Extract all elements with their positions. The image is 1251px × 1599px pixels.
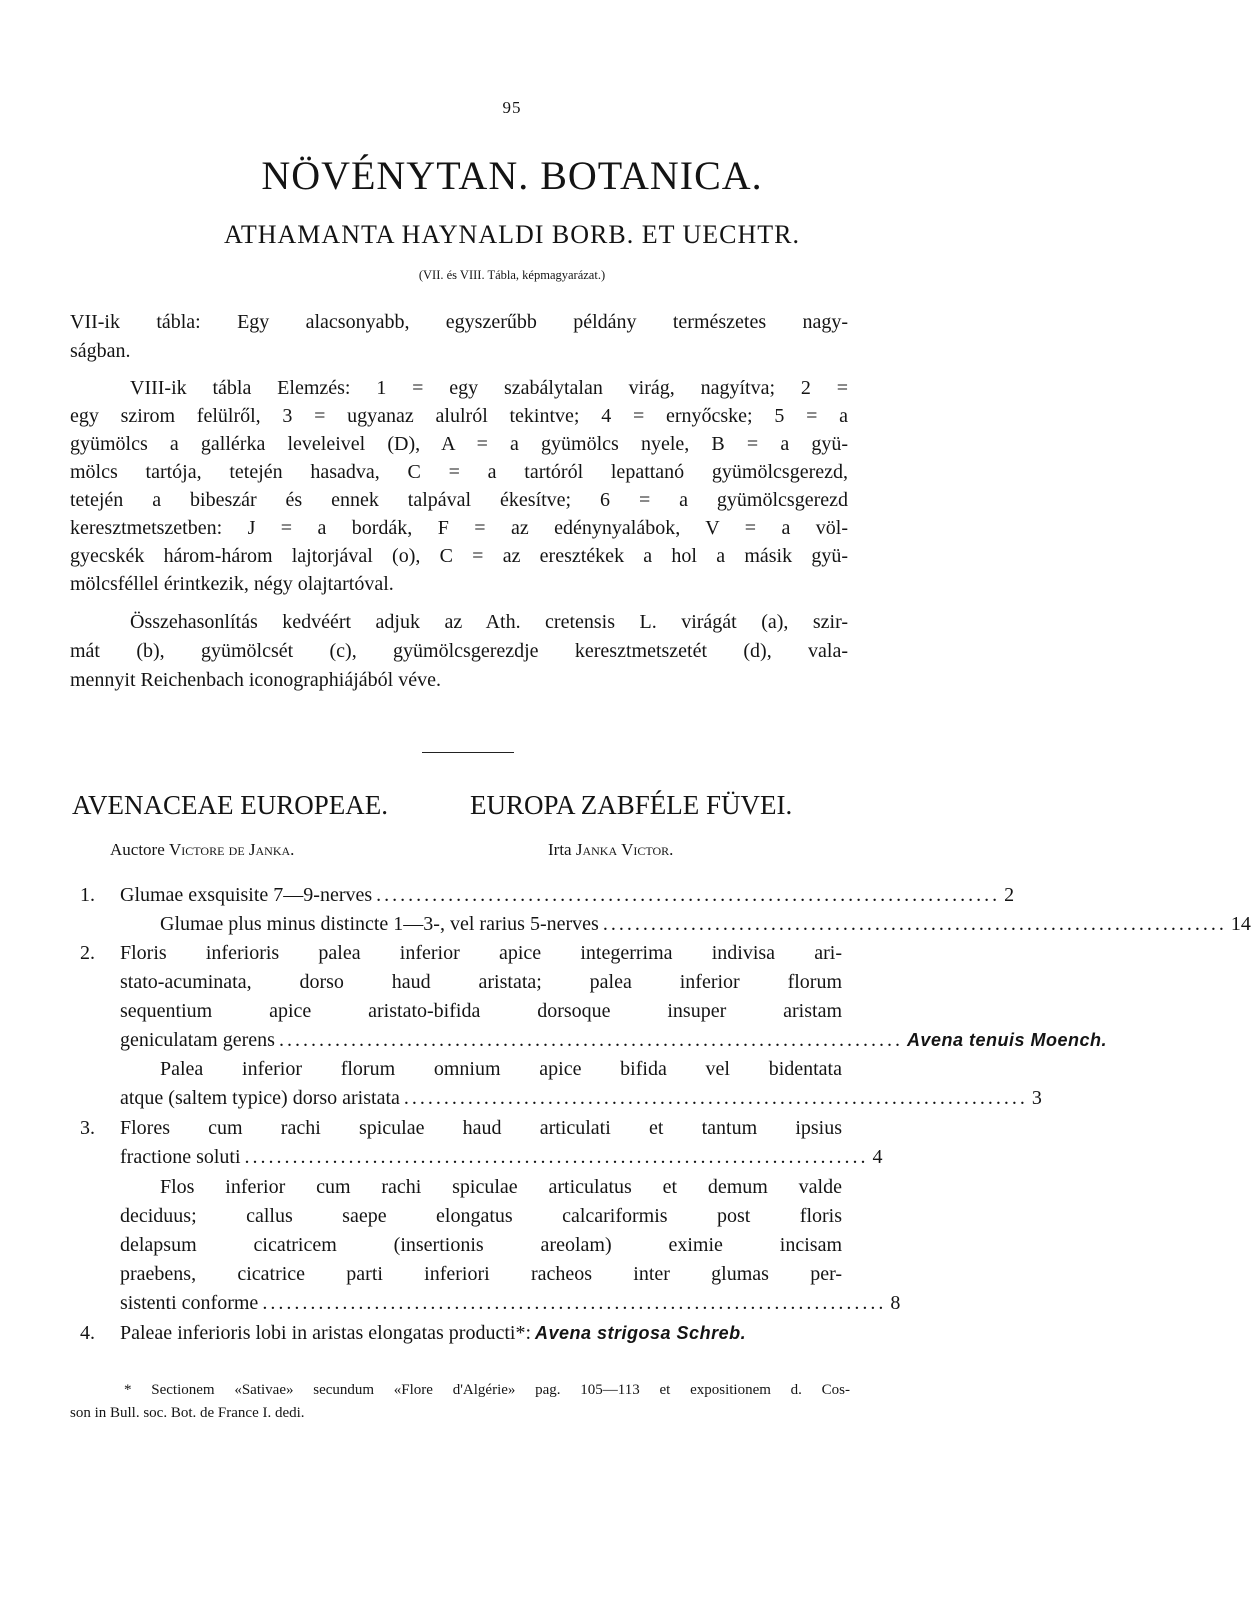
key-entry-4a: Paleae inferioris lobi in aristas elongatas producti*: Avena strigosa Schreb. (120, 1322, 747, 1344)
intro-p2-line-8: mölcsféllel érintkezik, négy olajtartóval. (70, 573, 394, 595)
footnote-line-1: * Sectionem «Sativae» secundum «Flore d'Algérie» pag. 105—113 et expositionem d. Cos- (124, 1382, 850, 1398)
intro-p2-line-4: mölcs tartója, tetején hasadva, C = a tartóról lepattanó gyümölcsgerezd, (70, 461, 848, 483)
intro-p2-line-5: tetején a bibeszár és ennek talpával ékesítve; 6 = a gyümölcsgerezd (70, 489, 848, 511)
intro-p3-line-3: mennyit Reichenbach iconographiájából véve. (70, 669, 441, 691)
author-hungarian: Irta Janka Victor. (548, 840, 674, 859)
intro-p3-line-2: mát (b), gyümölcsét (c), gyümölcsgerezdje keresztmetszetét (d), vala- (70, 640, 848, 662)
key-3b-line-4: praebens, cicatrice parti inferiori racheos inter glumas per- (120, 1263, 842, 1285)
key-entry-3b: sistenti conforme .............................................................................. 8 (120, 1292, 901, 1314)
key-2a-line-1: Floris inferioris palea inferior apice integerrima indivisa ari- (120, 942, 842, 964)
author-latin: Auctore Victore de Janka. (110, 840, 295, 859)
plate-note: (VII. és VIII. Tábla, képmagyarázat.) (418, 268, 606, 282)
page-number: 95 (502, 98, 522, 117)
key-2b-line-1: Palea inferior florum omnium apice bifida vel bidentata (160, 1058, 842, 1080)
intro-p3-line-1: Összehasonlítás kedvéért adjuk az Ath. cretensis L. virágát (a), szir- (130, 611, 848, 633)
key-number-1: 1. (80, 884, 95, 906)
article-title: ATHAMANTA HAYNALDI BORB. ET UECHTR. (223, 220, 801, 249)
intro-p2-line-1: VIII-ik tábla Elemzés: 1 = egy szabálytalan virág, nagyítva; 2 = (130, 377, 848, 399)
key-3b-line-3: delapsum cicatricem (insertionis areolam) eximie incisam (120, 1234, 842, 1256)
key-number-2: 2. (80, 942, 95, 964)
key-number-4: 4. (80, 1322, 95, 1344)
key-2a-line-2: stato-acuminata, dorso haud aristata; palea inferior florum (120, 971, 842, 993)
key-2a-line-3: sequentium apice aristato-bifida dorsoque insuper aristam (120, 1000, 842, 1022)
section-title-latin: AVENACEAE EUROPEAE. (72, 790, 388, 820)
key-entry-1a: Glumae exsquisite 7—9-nerves .............................................................................. 2 (120, 884, 1015, 906)
key-entry-2a: geniculatam gerens .............................................................................. Avena tenuis Moench. (120, 1029, 1107, 1051)
key-entry-1b: Glumae plus minus distincte 1—3-, vel rarius 5-nerves .............................................................................. 14 (160, 913, 1251, 935)
key-3b-line-2: deciduus; callus saepe elongatus calcariformis post floris (120, 1205, 842, 1227)
section-title-hungarian: EUROPA ZABFÉLE FÜVEI. (470, 790, 793, 820)
intro-p2-line-3: gyümölcs a gallérka leveleivel (D), A = a gyümölcs nyele, B = a gyü- (70, 433, 848, 455)
intro-p2-line-2: egy szirom felülről, 3 = ugyanaz alulról tekintve; 4 = ernyőcske; 5 = a (70, 405, 848, 427)
intro-p1-line-2: ságban. (70, 340, 131, 362)
section-divider (422, 752, 514, 753)
intro-p1-line-1: VII-ik tábla: Egy alacsonyabb, egyszerűbb példány természetes nagy- (70, 311, 848, 333)
page-title: NÖVÉNYTAN. BOTANICA. (261, 153, 763, 198)
key-entry-3a: fractione soluti .............................................................................. 4 (120, 1146, 883, 1168)
intro-p2-line-6: keresztmetszetben: J = a bordák, F = az edénynyalábok, V = a völ- (70, 517, 848, 539)
key-3a-line-1: Flores cum rachi spiculae haud articulati et tantum ipsius (120, 1117, 842, 1139)
intro-p2-line-7: gyecskék három-három lajtorjával (o), C = az eresztékek a hol a másik gyü- (70, 545, 848, 567)
key-number-3: 3. (80, 1117, 95, 1139)
key-3b-line-1: Flos inferior cum rachi spiculae articulatus et demum valde (160, 1176, 842, 1198)
key-entry-2b: atque (saltem typice) dorso aristata .............................................................................. 3 (120, 1087, 1042, 1109)
footnote-line-2: son in Bull. soc. Bot. de France I. dedi. (70, 1405, 305, 1421)
